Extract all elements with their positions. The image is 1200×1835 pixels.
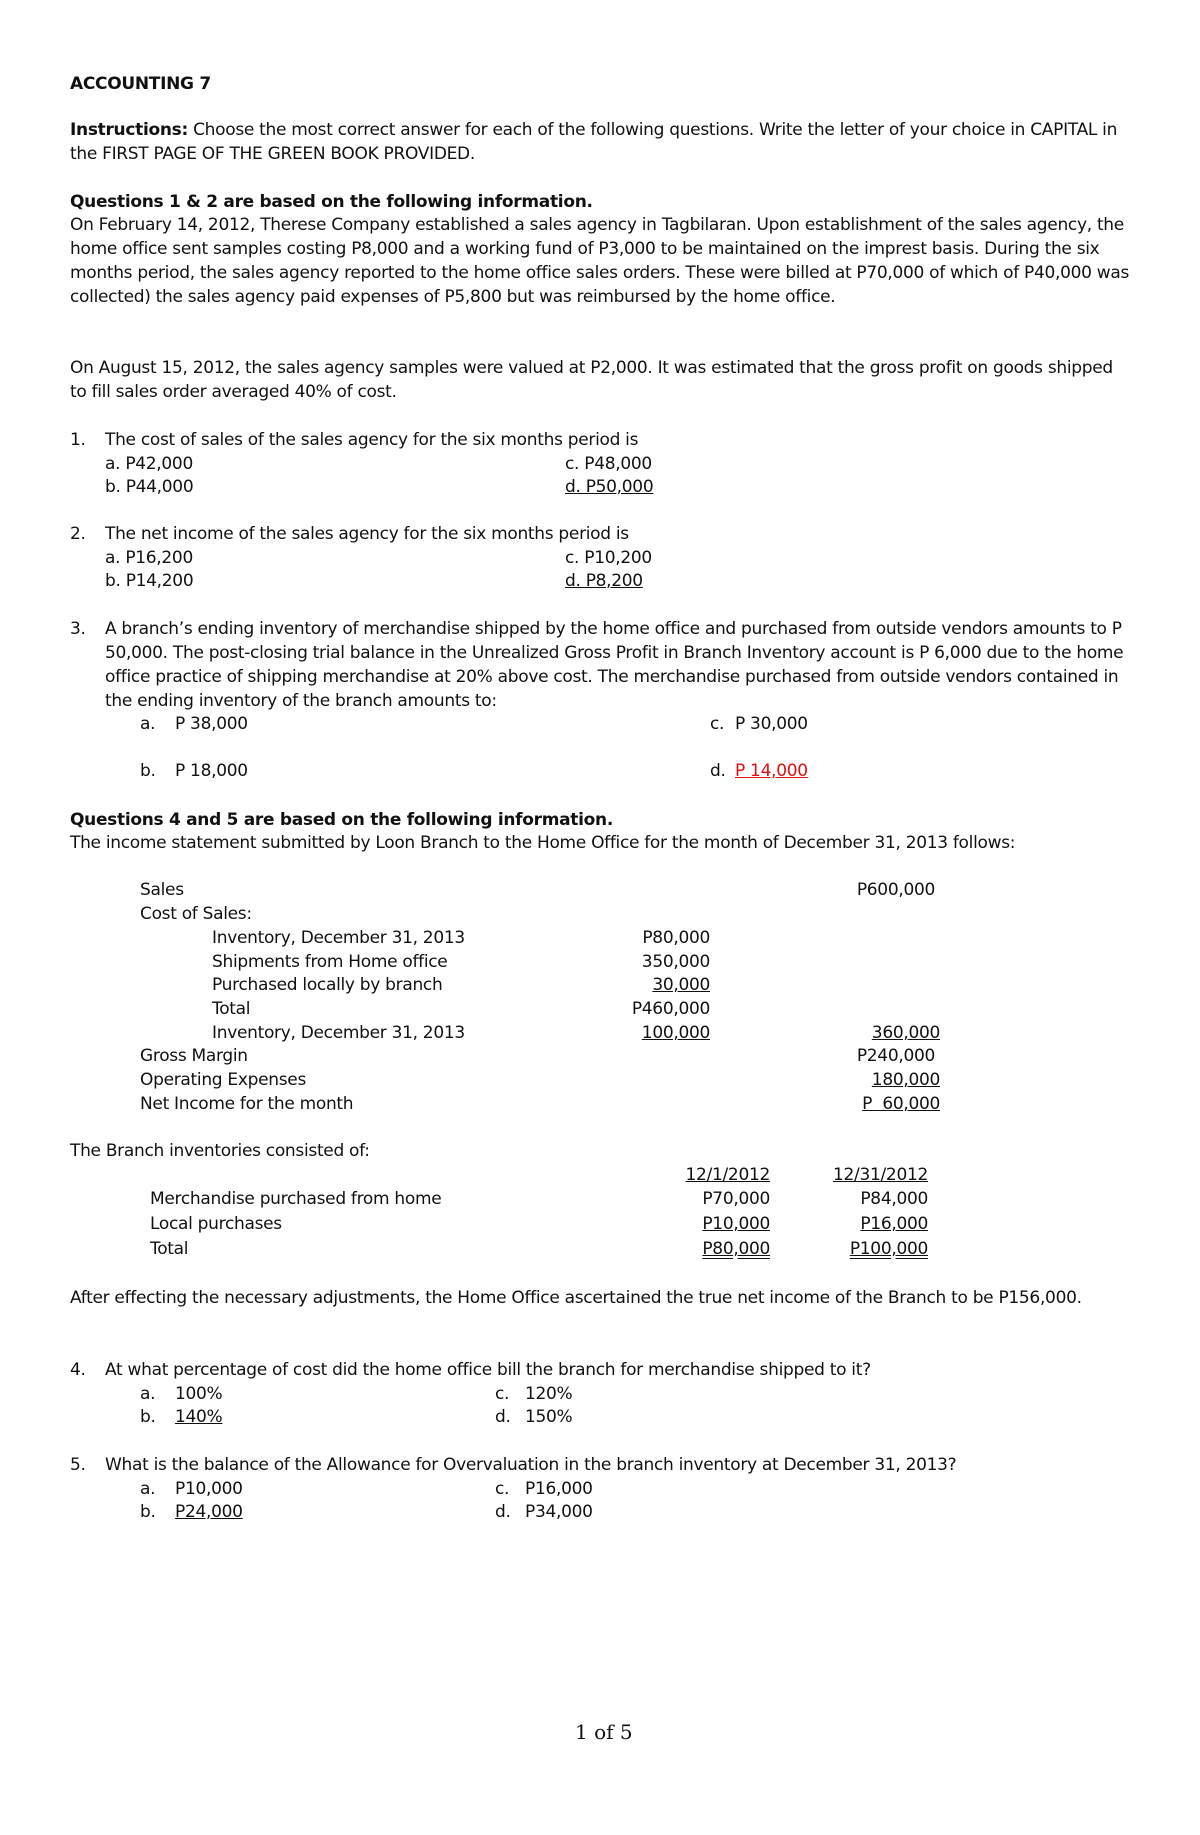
q5-option-d-letter: d. — [495, 1502, 511, 1522]
q3-option-c-letter: c. — [710, 714, 725, 734]
inv-row1-c2: P84,000 — [860, 1189, 928, 1209]
is-cos-label: Cost of Sales: — [140, 904, 252, 924]
q5-option-b-letter: b. — [140, 1502, 156, 1522]
q5-option-c-letter: c. — [495, 1479, 510, 1499]
q5-option-b: P24,000 — [175, 1502, 243, 1522]
is-total-value: P460,000 — [631, 999, 710, 1019]
q12-header: Questions 1 & 2 are based on the following information. — [70, 192, 593, 212]
q4-text: At what percentage of cost did the home office bill the branch for merchandise shipped to it? — [105, 1360, 871, 1380]
inv-row3-c1: P80,000 — [702, 1239, 770, 1259]
q45-intro: The income statement submitted by Loon Branch to the Home Office for the month of December 31, 2013 follows: — [70, 833, 1016, 853]
after-adjustments-text: After effecting the necessary adjustments, the Home Office ascertained the true net income of the Branch to be P156,000. — [70, 1288, 1082, 1308]
q4-option-b: 140% — [175, 1407, 223, 1427]
is-sales-value: P600,000 — [856, 880, 935, 900]
inv-row2-label: Local purchases — [150, 1214, 282, 1234]
is-total-label: Total — [212, 999, 251, 1019]
inv-col1-header: 12/1/2012 — [685, 1165, 770, 1185]
is-shipments-label: Shipments from Home office — [212, 952, 448, 972]
q4-option-d: 150% — [525, 1407, 573, 1427]
q4-option-b-letter: b. — [140, 1407, 156, 1427]
q45-header: Questions 4 and 5 are based on the following information. — [70, 810, 613, 830]
instructions-label: Instructions: — [70, 120, 188, 140]
q5-text: What is the balance of the Allowance for Overvaluation in the branch inventory at December 31, 2013? — [105, 1455, 957, 1475]
is-shipments-value: 350,000 — [641, 952, 710, 972]
q2-option-a: a. P16,200 — [105, 548, 193, 568]
q3-option-c: P 30,000 — [735, 714, 808, 734]
q5-option-d: P34,000 — [525, 1502, 593, 1522]
inv-row1-c1: P70,000 — [702, 1189, 770, 1209]
inv-row3-c2: P100,000 — [849, 1239, 928, 1259]
q4-option-c-letter: c. — [495, 1384, 510, 1404]
inventories-intro: The Branch inventories consisted of: — [70, 1141, 370, 1161]
is-gm-value: P240,000 — [856, 1046, 935, 1066]
q2-option-d: d. P8,200 — [565, 571, 643, 591]
document-title: ACCOUNTING 7 — [70, 74, 211, 94]
is-purchased-label: Purchased locally by branch — [212, 975, 443, 995]
instructions-text: Choose the most correct answer for each of the following questions. Write the letter of your choice in CAPITAL in the FIRST PAGE OF THE GREEN BOOK PROVIDED. — [70, 120, 1118, 164]
is-inv-end-label: Inventory, December 31, 2013 — [212, 1023, 465, 1043]
q3-text: A branch’s ending inventory of merchandise shipped by the home office and purchased from outside vendors amounts to P 50,000. The post-closing trial balance in the Unrealized Gross Profit in Branch Inventory account is P 6,000 due to the home office practice of shipping merchandise at 20% above cost. The merchandise purchased from outside vendors contained in the ending inventory of the branch amounts to: — [105, 619, 1124, 711]
is-inv-begin-label: Inventory, December 31, 2013 — [212, 928, 465, 948]
q2-number: 2. — [70, 524, 86, 544]
q1-option-c: c. P48,000 — [565, 454, 652, 474]
q3-option-a: P 38,000 — [175, 714, 248, 734]
inv-row2-c2: P16,000 — [860, 1214, 928, 1234]
q4-option-a-letter: a. — [140, 1384, 156, 1404]
q4-option-a: 100% — [175, 1384, 223, 1404]
q3-option-b: P 18,000 — [175, 761, 248, 781]
q3-option-a-letter: a. — [140, 714, 156, 734]
q12-paragraph-1: On February 14, 2012, Therese Company established a sales agency in Tagbilaran. Upon establishment of the sales agency, the home office sent samples costing P8,000 and a working fund of P3,000 to be maintained on the imprest basis. During the six months period, the sales agency reported to the home office sales orders. These were billed at P70,000 of which of P40,000 was collected) the sales agency paid expenses of P5,800 but was reimbursed by the home office. — [70, 215, 1130, 307]
q3-option-b-letter: b. — [140, 761, 156, 781]
q5-number: 5. — [70, 1455, 86, 1475]
is-cos-value: 360,000 — [871, 1023, 940, 1043]
q1-text: The cost of sales of the sales agency for the six months period is — [105, 430, 639, 450]
q4-number: 4. — [70, 1360, 86, 1380]
is-ni-label: Net Income for the month — [140, 1094, 354, 1114]
q3-number: 3. — [70, 619, 86, 639]
inv-row2-c1: P10,000 — [702, 1214, 770, 1234]
q2-text: The net income of the sales agency for the six months period is — [105, 524, 629, 544]
q4-option-d-letter: d. — [495, 1407, 511, 1427]
is-gm-label: Gross Margin — [140, 1046, 248, 1066]
inv-col2-header: 12/31/2012 — [833, 1165, 928, 1185]
q2-option-b: b. P14,200 — [105, 571, 194, 591]
q12-paragraph-2: On August 15, 2012, the sales agency samples were valued at P2,000. It was estimated that the gross profit on goods shipped to fill sales order averaged 40% of cost. — [70, 358, 1113, 402]
is-sales-label: Sales — [140, 880, 184, 900]
page-number-footer: 1 of 5 — [575, 1720, 633, 1744]
q5-option-a-letter: a. — [140, 1479, 156, 1499]
q5-option-a: P10,000 — [175, 1479, 243, 1499]
instructions — [70, 118, 1130, 166]
is-inv-begin-value: P80,000 — [642, 928, 710, 948]
q5-option-c: P16,000 — [525, 1479, 593, 1499]
is-opex-value: 180,000 — [871, 1070, 940, 1090]
is-inv-end-value: 100,000 — [641, 1023, 710, 1043]
q1-option-b: b. P44,000 — [105, 477, 194, 497]
q1-number: 1. — [70, 430, 86, 450]
q2-option-c: c. P10,200 — [565, 548, 652, 568]
inv-row3-label: Total — [150, 1239, 189, 1259]
is-purchased-value: 30,000 — [652, 975, 710, 995]
q3-option-d: P 14,000 — [735, 761, 808, 781]
q1-option-d: d. P50,000 — [565, 477, 654, 497]
is-opex-label: Operating Expenses — [140, 1070, 306, 1090]
is-ni-value: P 60,000 — [862, 1094, 940, 1114]
inv-row1-label: Merchandise purchased from home — [150, 1189, 442, 1209]
q1-option-a: a. P42,000 — [105, 454, 193, 474]
q3-option-d-letter: d. — [710, 761, 726, 781]
q4-option-c: 120% — [525, 1384, 573, 1404]
